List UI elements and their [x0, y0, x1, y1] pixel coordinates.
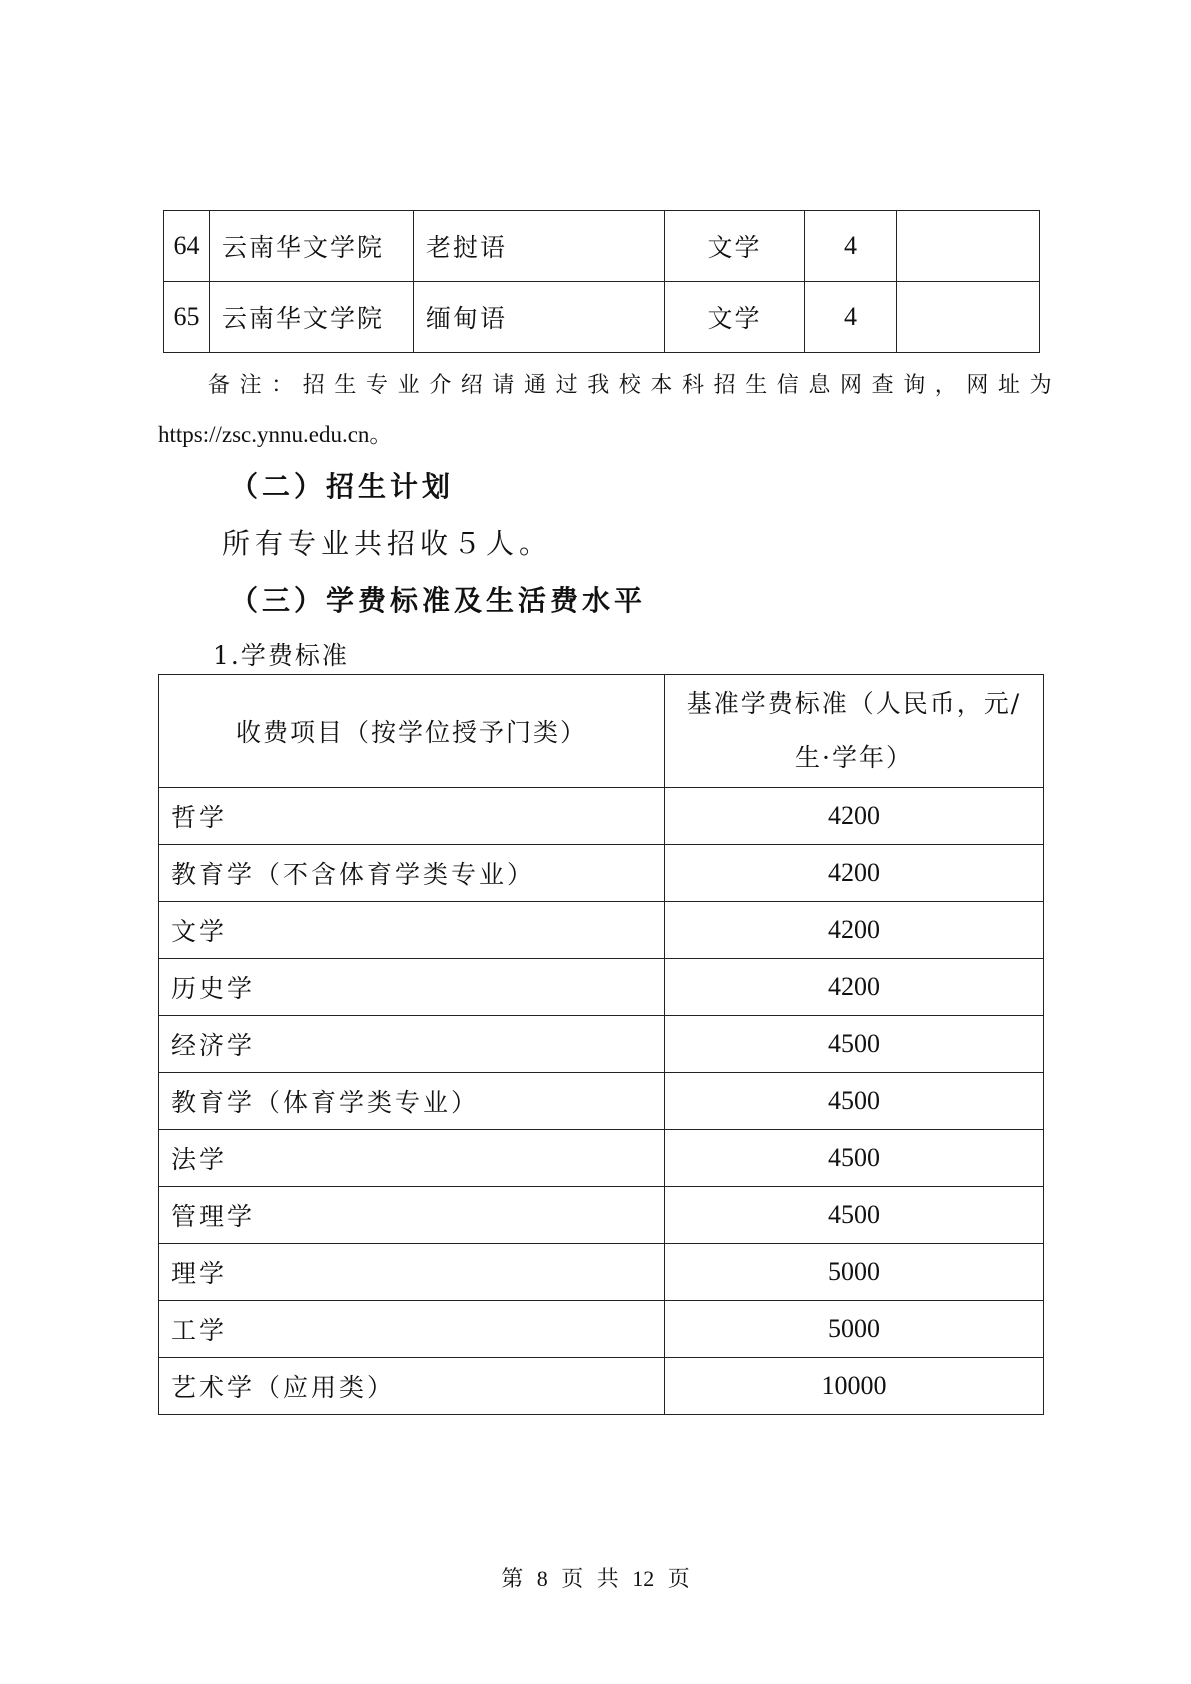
- major-cell: 缅甸语: [414, 282, 665, 353]
- table-row: [159, 1073, 1044, 1130]
- years-cell: 4: [805, 282, 897, 353]
- fee-value: 5000: [665, 1301, 1044, 1358]
- college-cell: 云南华文学院: [210, 282, 414, 353]
- page-footer: 第 8 页 共 12 页: [501, 1566, 690, 1591]
- tuition-table: [158, 674, 1044, 1415]
- fee-item: 理学: [159, 1244, 665, 1301]
- table-header-row: [159, 675, 1044, 788]
- fee-item: 教育学（不含体育学类专业）: [159, 845, 665, 902]
- table-row: [159, 1130, 1044, 1187]
- plan-body-text: 所有专业共招收５人。: [222, 527, 553, 560]
- years-cell: 4: [805, 211, 897, 282]
- header-fee-line2: 生·学年）: [795, 743, 913, 772]
- section-heading-plan: （二）招生计划: [230, 470, 455, 503]
- section-heading-fees: （三）学费标准及生活费水平: [230, 584, 647, 617]
- fee-value: 5000: [665, 1244, 1044, 1301]
- table-row: [159, 1358, 1044, 1415]
- subheading-tuition: 1.学费标准: [213, 641, 349, 670]
- remark-cell: [897, 282, 1040, 353]
- table-row: [159, 1301, 1044, 1358]
- fee-value: 4500: [665, 1187, 1044, 1244]
- table-row: [164, 282, 1040, 353]
- fee-value: 10000: [665, 1358, 1044, 1415]
- fee-value: 4200: [665, 788, 1044, 845]
- table-row: [164, 211, 1040, 282]
- table-row: [159, 1187, 1044, 1244]
- fee-item: 文学: [159, 902, 665, 959]
- table-row: [159, 1016, 1044, 1073]
- category-cell: 文学: [665, 282, 805, 353]
- college-cell: 云南华文学院: [210, 211, 414, 282]
- fee-value: 4500: [665, 1016, 1044, 1073]
- fee-value: 4500: [665, 1130, 1044, 1187]
- table-row: [159, 902, 1044, 959]
- header-item: 收费项目（按学位授予门类）: [159, 675, 665, 788]
- fee-item: 管理学: [159, 1187, 665, 1244]
- note-text: 备注：招生专业介绍请通过我校本科招生信息网查询，网址为: [208, 373, 1062, 398]
- fee-item: 教育学（体育学类专业）: [159, 1073, 665, 1130]
- fee-item: 艺术学（应用类）: [159, 1358, 665, 1415]
- table-row: [159, 788, 1044, 845]
- fee-item: 法学: [159, 1130, 665, 1187]
- row-number: 64: [164, 211, 210, 282]
- fee-item: 历史学: [159, 959, 665, 1016]
- fee-item: 经济学: [159, 1016, 665, 1073]
- table-row: [159, 1244, 1044, 1301]
- fee-item: 工学: [159, 1301, 665, 1358]
- remark-cell: [897, 211, 1040, 282]
- header-fee: [665, 675, 1044, 788]
- major-cell: 老挝语: [414, 211, 665, 282]
- fee-value: 4500: [665, 1073, 1044, 1130]
- majors-table: [163, 210, 1040, 353]
- fee-item: 哲学: [159, 788, 665, 845]
- category-cell: 文学: [665, 211, 805, 282]
- fee-value: 4200: [665, 845, 1044, 902]
- table-row: [159, 845, 1044, 902]
- note-url: https://zsc.ynnu.edu.cn。: [158, 422, 393, 447]
- row-number: 65: [164, 282, 210, 353]
- header-fee-line1: 基准学费标准（人民币，元/: [686, 689, 1022, 718]
- fee-value: 4200: [665, 902, 1044, 959]
- fee-value: 4200: [665, 959, 1044, 1016]
- table-row: [159, 959, 1044, 1016]
